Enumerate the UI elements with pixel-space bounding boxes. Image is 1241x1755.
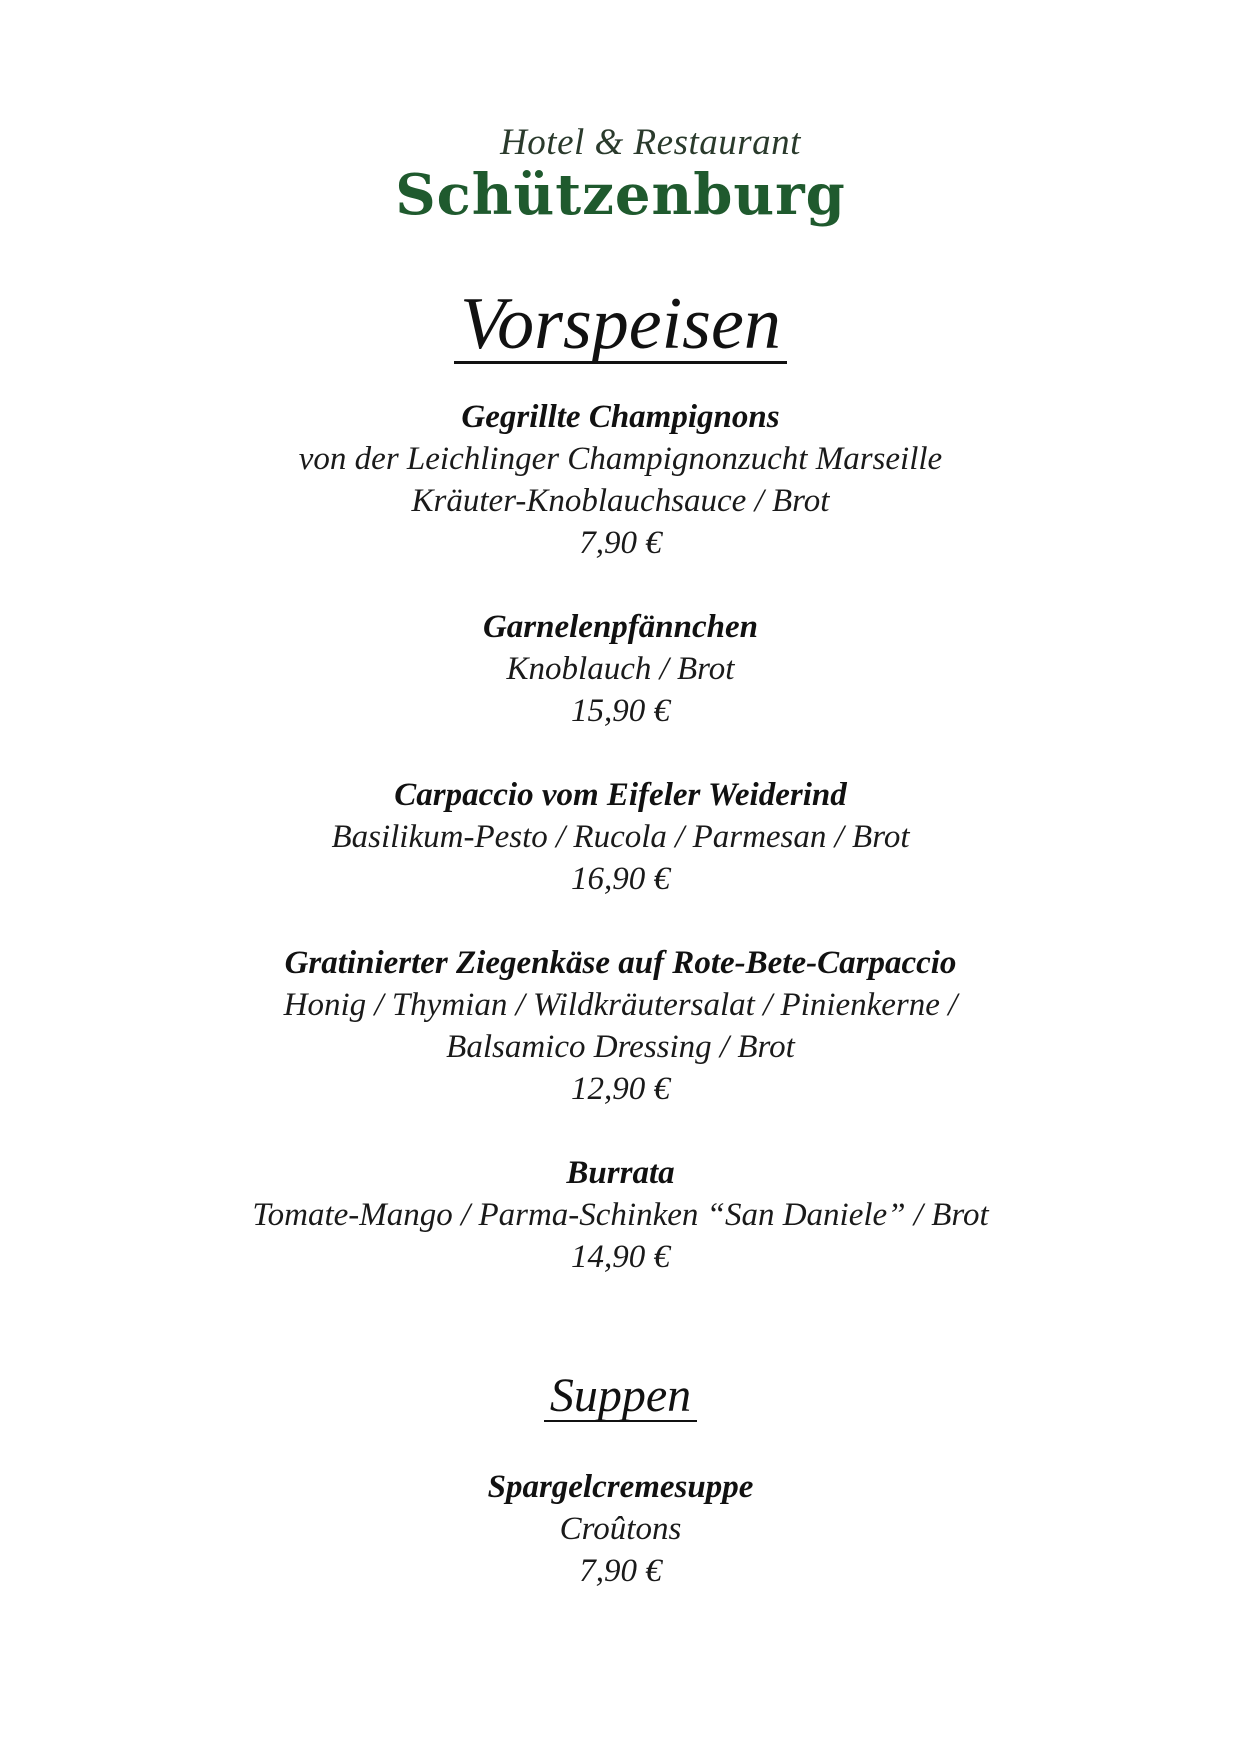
menu-item (0, 1152, 1241, 1278)
menu-item-description: Knoblauch / Brot (506, 651, 735, 687)
menu-item (0, 774, 1241, 900)
menu-item-price: 14,90 € (571, 1239, 670, 1275)
menu-item-name: Spargelcremesuppe (487, 1469, 754, 1505)
menu-item-price: 7,90 € (579, 1553, 662, 1589)
menu-item-description: Croûtons (559, 1511, 682, 1547)
menu-item-price: 16,90 € (571, 861, 670, 897)
menu-item-description: Kräuter-Knoblauchsauce / Brot (411, 483, 830, 519)
logo-subtitle: Hotel & Restaurant (500, 122, 801, 163)
menu-item-description: Basilikum-Pesto / Rucola / Parmesan / Brot (331, 819, 910, 855)
menu-item (0, 396, 1241, 564)
restaurant-logo (0, 122, 1241, 226)
menu-item-description: Tomate-Mango / Parma-Schinken “San Daniele” / Brot (252, 1197, 989, 1233)
menu-item-name: Garnelenpfännchen (482, 609, 759, 645)
menu-item-name: Gegrillte Champignons (461, 399, 780, 435)
logo-name: Schützenburg (395, 162, 846, 228)
menu-item-description: Balsamico Dressing / Brot (446, 1029, 795, 1065)
menu-item-description: Honig / Thymian / Wildkräutersalat / Pinienkerne / (283, 987, 958, 1023)
menu-item-price: 15,90 € (571, 693, 670, 729)
menu-item (0, 942, 1241, 1110)
section-heading-suppen: Suppen (0, 1368, 1241, 1423)
menu-item-price: 12,90 € (571, 1071, 670, 1107)
menu-item-name: Carpaccio vom Eifeler Weiderind (394, 777, 847, 813)
menu-item (0, 606, 1241, 732)
menu-item-description: von der Leichlinger Champignonzucht Marseille (298, 441, 943, 477)
menu-item-name: Burrata (566, 1155, 675, 1191)
menu-item-name: Gratinierter Ziegenkäse auf Rote-Bete-Carpaccio (284, 945, 957, 981)
menu-item (0, 1466, 1241, 1592)
menu-item-price: 7,90 € (579, 525, 662, 561)
section-heading-vorspeisen: Vorspeisen (0, 282, 1241, 367)
